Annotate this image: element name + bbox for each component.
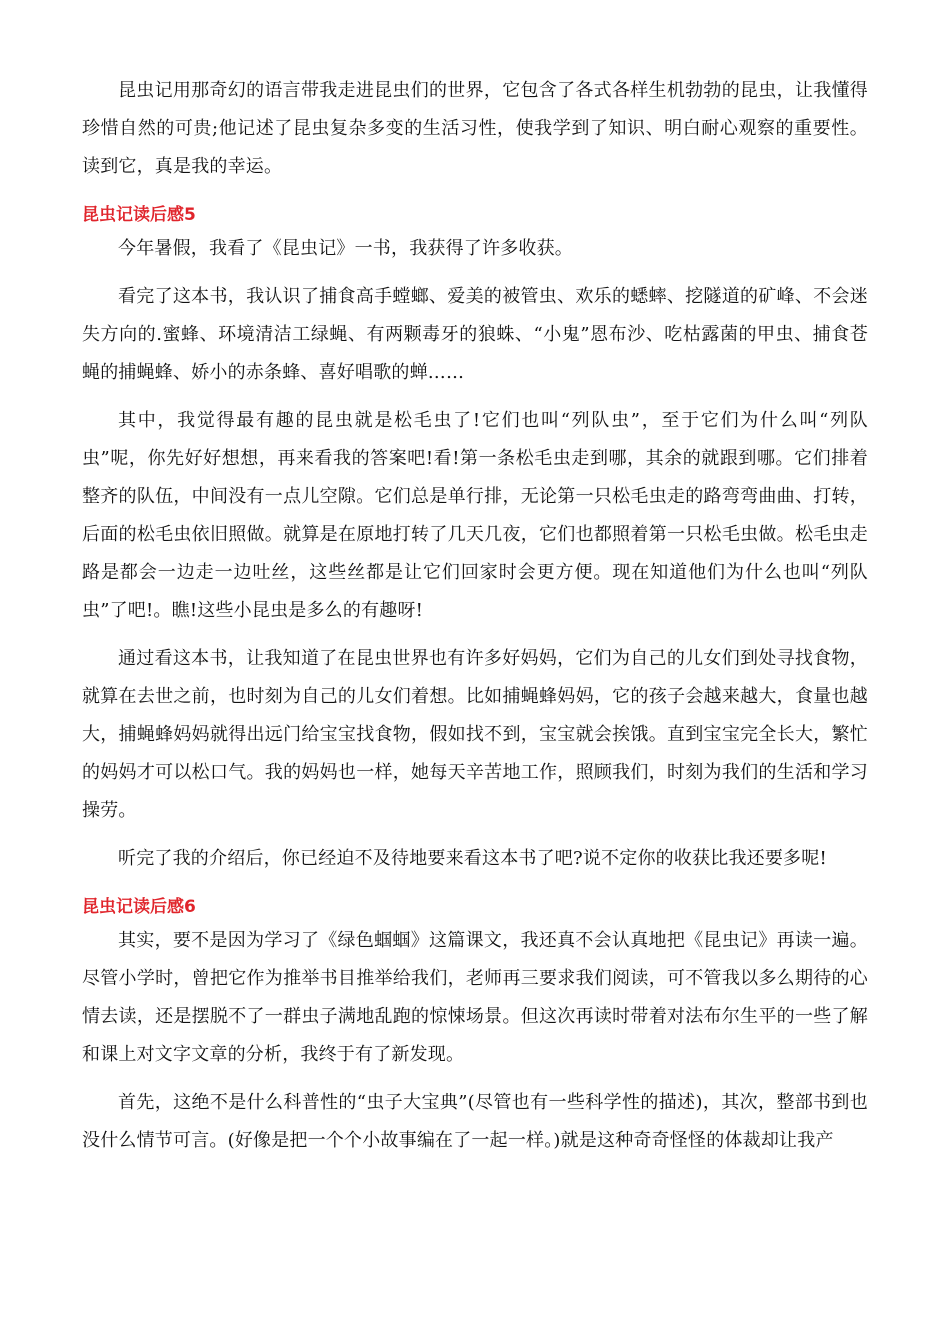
paragraph: 听完了我的介绍后，你已经迫不及待地要来看这本书了吧?说不定你的收获比我还要多呢! <box>118 848 827 869</box>
paragraph: 看完了这本书，我认识了捕食高手螳螂、爱美的被管虫、欢乐的蟋蟀、挖隧道的矿峰、不会迷失方向的.蜜蜂、环境清洁工绿蝇、有两颗毒牙的狼蛛、“小鬼”恩布沙、吃枯露菌的甲虫、捕食苍蝇的捕蝇蜂、娇小的赤条蜂、喜好唱歌的蝉…… <box>82 286 868 383</box>
paragraph: 其中，我觉得最有趣的昆虫就是松毛虫了!它们也叫“列队虫”，至于它们为什么叫“列队虫”呢，你先好好想想，再来看我的答案吧!看!第一条松毛虫走到哪，其余的就跟到哪。它们排着整齐的队伍，中间没有一点儿空隙。它们总是单行排，无论第一只松毛虫走的路弯弯曲曲、打转，后面的松毛虫依旧照做。就算是在原地打转了几天几夜，它们也都照着第一只松毛虫做。松毛虫走路是都会一边走一边吐丝，这些丝都是让它们回家时会更方便。现在知道他们为什么也叫“列队虫”了吧!。瞧!这些小昆虫是多么的有趣呀! <box>82 410 868 621</box>
paragraph: 昆虫记用那奇幻的语言带我走进昆虫们的世界，它包含了各式各样生机勃勃的昆虫，让我懂得珍惜自然的可贵;他记述了昆虫复杂多变的生活习性，使我学到了知识、明白耐心观察的重要性。读到它，真是我的幸运。 <box>82 80 868 177</box>
paragraph: 今年暑假，我看了《昆虫记》一书，我获得了许多收获。 <box>118 238 573 259</box>
section-heading: 昆虫记读后感5 <box>82 205 196 225</box>
document-page <box>82 72 868 1160</box>
paragraph: 其实，要不是因为学习了《绿色蝈蝈》这篇课文，我还真不会认真地把《昆虫记》再读一遍。尽管小学时，曾把它作为推举书目推举给我们，老师再三要求我们阅读，可不管我以多么期待的心情去读，还是摆脱不了一群虫子满地乱跑的惊悚场景。但这次再读时带着对法布尔生平的一些了解和课上对文字文章的分析，我终于有了新发现。 <box>82 930 868 1065</box>
paragraph: 首先，这绝不是什么科普性的“虫子大宝典”(尽管也有一些科学性的描述)，其次，整部书到也没什么情节可言。(好像是把一个个小故事编在了一起一样。)就是这种奇奇怪怪的体裁却让我产 <box>82 1092 868 1151</box>
section-heading: 昆虫记读后感6 <box>82 897 196 917</box>
paragraph: 通过看这本书，让我知道了在昆虫世界也有许多好妈妈，它们为自己的儿女们到处寻找食物，就算在去世之前，也时刻为自己的儿女们着想。比如捕蝇蜂妈妈，它的孩子会越来越大，食量也越大，捕蝇蜂妈妈就得出远门给宝宝找食物，假如找不到，宝宝就会挨饿。直到宝宝完全长大，繁忙的妈妈才可以松口气。我的妈妈也一样，她每天辛苦地工作，照顾我们，时刻为我们的生活和学习操劳。 <box>82 648 868 821</box>
